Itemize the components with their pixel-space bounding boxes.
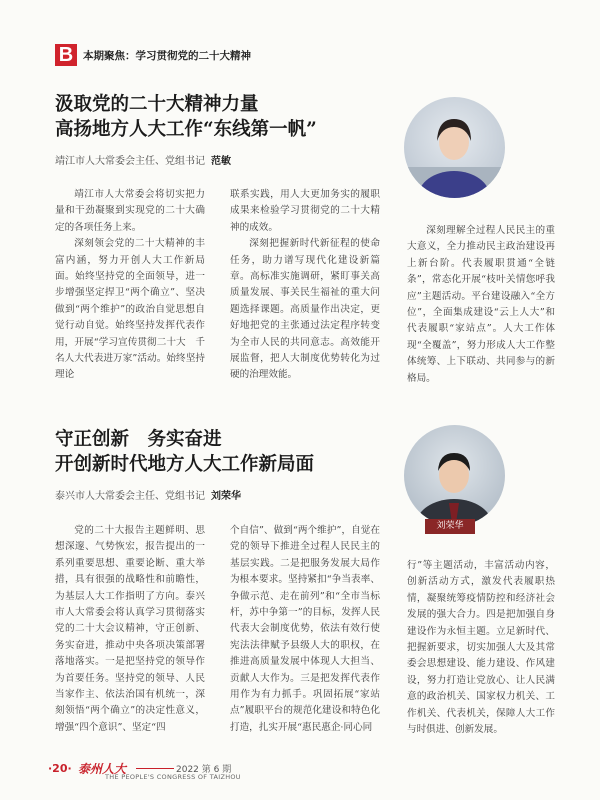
magazine-logo: 泰州人大 <box>78 762 127 776</box>
paragraph: 党的二十大报告主题鲜明、思想深邃、气势恢宏，报告提出的一系列重要思想、重要论断、重大举措，具有很强的战略性和前瞻性，为基层人大工作指明了方向。泰兴市人大常委会将认真学习贯彻落实党的二十大会议精神，守正创新、务实奋进，推动中央各项决策部署落地落实。一是把坚持党的领导作为首要任务。坚持党的领导、人民当家作主、依法治国有机统一，深刻领悟“两个确立”的决定性意义，增强“四个意识”、坚定“四 <box>55 525 205 733</box>
article2-column-3 <box>407 558 555 738</box>
article1-byline <box>55 152 231 167</box>
paragraph: 深刻领会党的二十大精神的丰富内涵，努力开创人大工作新局面。始终坚持党的全面领导，进一步增强坚定捍卫“两个确立”、坚决做到“两个维护”的政治自觉思想自觉行动自觉。始终坚持发挥代表作用，开展“学习宣传贯彻二十大 千名人大代表进万家”活动。始终坚持理论 <box>55 238 205 381</box>
footer-divider <box>136 768 174 769</box>
article1-title-line2: 高扬地方人大工作“东线第一帆” <box>55 119 317 140</box>
magazine-english-name: THE PEOPLE'S CONGRESS OF TAIZHOU <box>105 773 241 781</box>
article2-column-2 <box>230 523 380 736</box>
article2-title-line2: 开创新时代地方人大工作新局面 <box>55 454 315 475</box>
article1-column-1 <box>55 187 205 384</box>
paragraph: 个自信”、做到“两个维护”，自觉在党的领导下推进全过程人民民主的基层实践。二是把服务发展大局作为根本要求。坚持紧扣“争当表率、争做示范、走在前列”和“全市当标杆，苏中争第一”的目标，发挥人民代表大会制度优势，依法有效行使宪法法律赋予县级人大的职权，在推进高质量发展中体现人大担当、贡献人大作为。三是把发挥代表作用作为有力抓手。巩固拓展“家站点”履职平台的规范化建设和特色化打造，扎实开展“惠民惠企·同心同 <box>230 525 380 733</box>
paragraph: 深刻理解全过程人民民主的重大意义，全力推动民主政治建设再上新台阶。代表履职贯通“全链条”，常态化开展“枝叶关情您呼我应”主题活动。平台建设融入“全方位”，全面集成建设“云上人大”和代表履职“家站点”。人大工作体现“全覆盖”，努力形成人大工作整体统筹、上下联动、共同参与的新格局。 <box>407 225 555 384</box>
article1-column-2 <box>230 187 380 384</box>
section-title: 本期聚焦：学习贯彻党的二十大精神 <box>83 50 251 62</box>
photo-name-caption: 刘荣华 <box>425 519 475 534</box>
author-portrait-liuronghua <box>404 425 505 526</box>
article2-author-role: 泰兴市人大常委会主任、党组书记 <box>55 491 205 502</box>
paragraph: 行”等主题活动，丰富活动内容，创新活动方式，激发代表履职热情，凝聚统筹疫情防控和经济社会发展的强大合力。四是把加强自身建设作为永恒主题。立足新时代、把握新要求，切实加强人大及其常委会思想建设、能力建设、作风建设，努力打造让党放心、让人民满意的政治机关、国家权力机关、工作机关、代表机关，保障人大工作与时俱进、创新发展。 <box>407 560 555 736</box>
page-footer <box>48 760 568 782</box>
paragraph: 靖江市人大常委会将切实把力量和干劲凝聚到实现党的二十大确定的各项任务上来。 <box>55 189 205 233</box>
article1-author-name: 范敏 <box>211 156 231 167</box>
paragraph: 深刻把握新时代新征程的使命任务，助力谱写现代化建设新篇章。高标准实施调研，紧盯事关高质量发展、事关民生福祉的重大问题选择课题。高质量作出决定，更好地把党的主张通过法定程序转变为全市人民的共同意志。高效能开展监督，把人大制度优势转化为过硬的治理效能。 <box>230 238 380 381</box>
article1-title-line1: 汲取党的二十大精神力量 <box>55 94 259 115</box>
article2-author-name: 刘荣华 <box>211 491 241 502</box>
article1-author-role: 靖江市人大常委会主任、党组书记 <box>55 156 205 167</box>
article2-byline <box>55 487 241 502</box>
article1-column-3 <box>407 223 555 387</box>
author-portrait-fanmin <box>404 97 505 198</box>
section-header <box>55 44 555 66</box>
issue-number: 2022 第 6 期 <box>176 765 232 775</box>
paragraph: 联系实践，用人大更加务实的履职成果来检验学习贯彻党的二十大精神的成效。 <box>230 189 380 233</box>
article2-column-1 <box>55 523 205 736</box>
page-number: ·20· <box>48 762 72 775</box>
section-logo: B <box>55 44 77 66</box>
article2-title-line1: 守正创新 务实奋进 <box>55 429 222 450</box>
